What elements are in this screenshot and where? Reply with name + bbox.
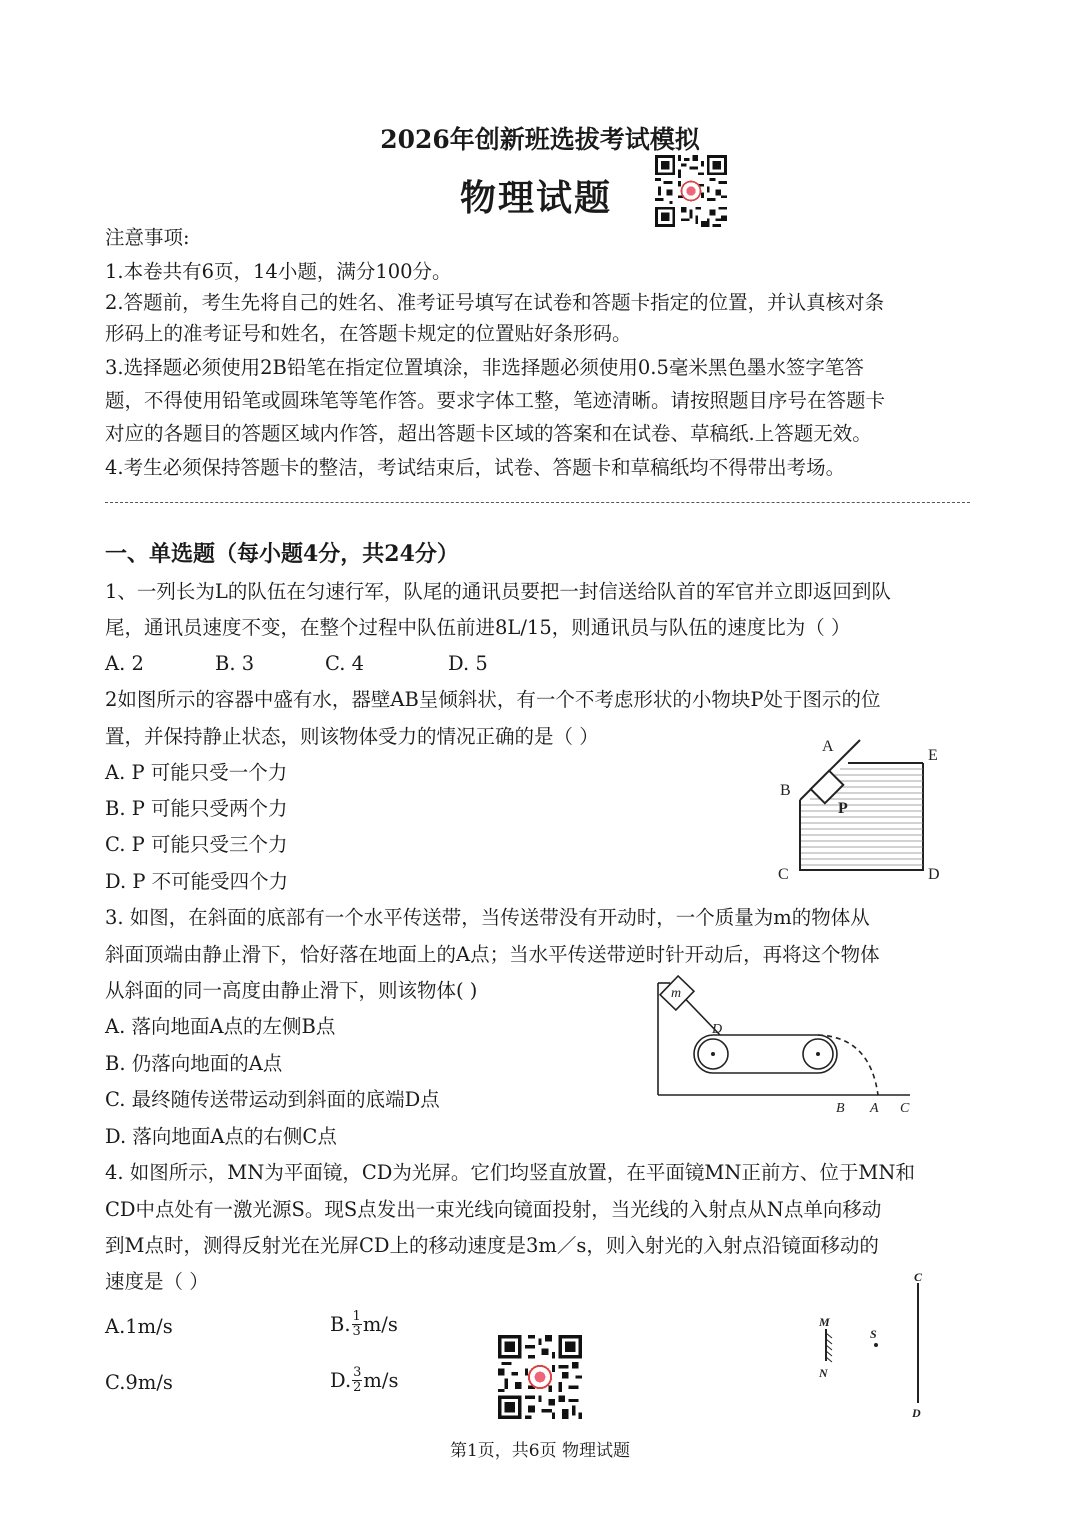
option-a: A.1m/s xyxy=(105,1315,173,1338)
label-b: B xyxy=(780,782,791,799)
label-c: C xyxy=(900,1101,910,1116)
label-d: D xyxy=(912,1406,921,1420)
label-a: A xyxy=(870,1101,879,1116)
notice-line: 题，不得使用铅笔或圆珠笔等笔作答。要求字体工整，笔迹清晰。请按照题目序号在答题卡 xyxy=(105,389,886,412)
option-a: A. 2 xyxy=(105,652,144,675)
fraction xyxy=(352,1366,362,1394)
option-b xyxy=(330,1310,398,1338)
notice-divider xyxy=(105,502,970,503)
option-d: D. 5 xyxy=(448,652,488,675)
conveyor-diagram xyxy=(650,975,920,1120)
question-3-stem: 3. 如图，在斜面的底部有一个水平传送带，当传送带没有开动时，一个质量为m的物体从 xyxy=(105,906,870,929)
numerator: 3 xyxy=(353,1365,362,1380)
page-footer: 第1页，共6页 物理试题 xyxy=(449,1441,631,1461)
question-4-stem: 到M点时，测得反射光在光屏CD上的移动速度是3m／s，则入射光的入射点沿镜面移动的 xyxy=(105,1234,879,1257)
qr-code-icon xyxy=(655,155,727,227)
option-a: A. 落向地面A点的左侧B点 xyxy=(105,1015,336,1038)
option-c: C. 4 xyxy=(325,652,365,675)
exam-title: 2026年创新班选拔考试模拟 xyxy=(380,125,700,154)
notice-line: 1.本卷共有6页，14小题，满分100分。 xyxy=(105,260,452,283)
option-b: B. 仍落向地面的A点 xyxy=(105,1052,283,1075)
label-d: D xyxy=(928,866,940,883)
question-2-stem: 2如图所示的容器中盛有水，器壁AB呈倾斜状，有一个不考虑形状的小物块P处于图示的位 xyxy=(105,688,881,711)
label-m: m xyxy=(671,986,682,1001)
option-a: A. P 可能只受一个力 xyxy=(105,761,288,784)
numerator: 1 xyxy=(352,1309,361,1324)
notice-line: 4.考生必须保持答题卡的整洁，考试结束后，试卷、答题卡和草稿纸均不得带出考场。 xyxy=(105,456,846,479)
label-a: A xyxy=(822,738,834,755)
label-p: P xyxy=(838,800,848,817)
label-e: E xyxy=(928,747,938,764)
option-b: B. 3 xyxy=(215,652,255,675)
question-4-stem: 速度是（ ） xyxy=(105,1270,209,1293)
block-p xyxy=(811,771,844,804)
label-d: D xyxy=(712,1022,723,1037)
qr-code-icon xyxy=(498,1335,582,1419)
option-b-unit: m/s xyxy=(362,1312,398,1336)
laser-source xyxy=(874,1343,878,1347)
question-1-stem: 1、一列长为L的队伍在匀速行军，队尾的通讯员要把一封信送给队首的军官并立即返回到队 xyxy=(105,580,891,603)
option-c: C.9m/s xyxy=(105,1371,173,1394)
label-b: B xyxy=(836,1101,845,1116)
question-1-stem: 尾，通讯员速度不变，在整个过程中队伍前进8L/15，则通讯员与队伍的速度比为（ ） xyxy=(105,616,851,639)
label-m: M xyxy=(819,1315,830,1329)
denominator: 2 xyxy=(353,1379,362,1395)
label-c: C xyxy=(778,866,789,883)
fraction xyxy=(352,1310,362,1338)
denominator: 3 xyxy=(352,1323,361,1339)
option-b-prefix: B. xyxy=(330,1312,351,1336)
option-d-prefix: D. xyxy=(330,1368,352,1392)
notice-heading: 注意事项: xyxy=(105,226,190,249)
label-n: N xyxy=(819,1366,828,1380)
option-c: C. 最终随传送带运动到斜面的底端D点 xyxy=(105,1088,440,1111)
subject-title: 物理试题 xyxy=(460,177,613,219)
question-3-stem: 从斜面的同一高度由静止滑下，则该物体( ) xyxy=(105,979,478,1002)
notice-line: 2.答题前，考生先将自己的姓名、准考证号填写在试卷和答题卡指定的位置，并认真核对条 xyxy=(105,291,885,314)
option-d: D. P 不可能受四个力 xyxy=(105,870,289,893)
label-c: C xyxy=(914,1270,923,1284)
notice-line: 对应的各题目的答题区域内作答，超出答题卡区域的答案和在试卷、草稿纸.上答题无效。 xyxy=(105,422,872,445)
question-2-stem: 置，并保持静止状态，则该物体受力的情况正确的是（ ） xyxy=(105,725,599,748)
notice-line: 形码上的准考证号和姓名，在答题卡规定的位置贴好条形码。 xyxy=(105,322,632,345)
question-3-stem: 斜面顶端由静止滑下，恰好落在地面上的A点；当水平传送带逆时针开动后，再将这个物体 xyxy=(105,943,880,966)
section-heading: 一、单选题（每小题4分，共24分） xyxy=(105,541,459,567)
option-d: D. 落向地面A点的右侧C点 xyxy=(105,1125,337,1148)
label-s: S xyxy=(870,1327,877,1341)
question-4-stem: 4. 如图所示，MN为平面镜，CD为光屏。它们均竖直放置，在平面镜MN正前方、位于MN和 xyxy=(105,1161,915,1184)
container-diagram xyxy=(770,735,955,885)
mirror-screen-diagram xyxy=(810,1265,940,1425)
option-d xyxy=(330,1366,399,1394)
question-4-stem: CD中点处有一激光源S。现S点发出一束光线向镜面投射，当光线的入射点从N点单向移动 xyxy=(105,1198,882,1221)
option-c: C. P 可能只受三个力 xyxy=(105,833,288,856)
notice-line: 3.选择题必须使用2B铅笔在指定位置填涂，非选择题必须使用0.5毫米黑色墨水签字笔答 xyxy=(105,356,864,379)
option-b: B. P 可能只受两个力 xyxy=(105,797,288,820)
option-d-unit: m/s xyxy=(363,1368,399,1392)
